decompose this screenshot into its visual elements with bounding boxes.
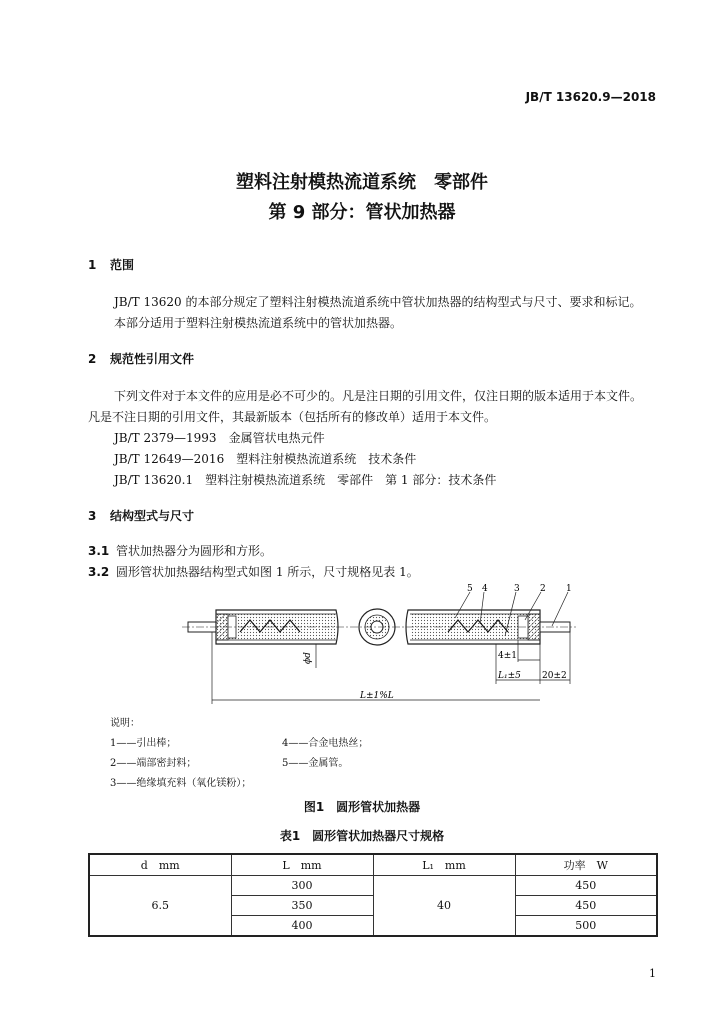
table-caption: 表1 圆形管状加热器尺寸规格: [279, 829, 445, 843]
dim-l1: L₁±5: [498, 671, 521, 681]
cell-power: 450: [515, 896, 657, 916]
clause-3-1: [88, 542, 272, 559]
table-header-row: [89, 854, 657, 876]
figure-caption: 图1 圆形管状加热器: [303, 800, 421, 814]
legend-item: 2——端部密封料；: [110, 758, 197, 769]
page-number: 1: [649, 967, 656, 980]
callout-5: 5: [467, 584, 473, 594]
tubular-heater-drawing: [180, 580, 580, 705]
scope-paragraph-2: 本部分适用于塑料注射模热流道系统中的管状加热器。: [114, 316, 403, 330]
cell-power: 450: [515, 876, 657, 896]
callout-4: 4: [482, 584, 488, 594]
clause-text: 圆形管状加热器结构型式如图 1 所示，尺寸规格见表 1。: [116, 565, 419, 579]
clause-3-2: [88, 563, 419, 580]
header-l1: L₁ mm: [373, 854, 515, 876]
dim-l: L±1%L: [360, 691, 394, 701]
references-paragraph-2: 凡是不注日期的引用文件，其最新版本（包括所有的修改单）适用于本文件。: [88, 410, 497, 424]
section-number: 3: [88, 509, 97, 523]
dim-20: 20±2: [542, 671, 567, 681]
title-line-1: 塑料注射模热流道系统 零部件: [236, 172, 488, 193]
cell-d: 6.5: [89, 876, 231, 937]
dim-4: 4±1: [498, 651, 517, 661]
section-title: 结构型式与尺寸: [110, 509, 195, 523]
callout-2: 2: [540, 584, 546, 594]
reference-item: JB/T 12649—2016 塑料注射模热流道系统 技术条件: [114, 452, 417, 466]
legend-item: 1——引出棒；: [110, 738, 177, 749]
table-row: [89, 876, 657, 896]
spec-table: [88, 853, 658, 937]
cell-power: 500: [515, 916, 657, 937]
header-power: 功率 W: [515, 854, 657, 876]
legend-item: 4——合金电热丝；: [282, 738, 369, 749]
clause-number: 3.2: [88, 565, 110, 579]
section-title: 规范性引用文件: [110, 352, 195, 366]
reference-item: JB/T 2379—1993 金属管状电热元件: [114, 431, 325, 445]
reference-item: JB/T 13620.1 塑料注射模热流道系统 零部件 第 1 部分：技术条件: [114, 473, 497, 487]
header-l: L mm: [231, 854, 373, 876]
cell-l: 350: [231, 896, 373, 916]
section-3-heading: [88, 507, 194, 524]
section-number: 1: [88, 258, 97, 272]
cell-l1: 40: [373, 876, 515, 937]
callout-1: 1: [566, 584, 572, 594]
clause-number: 3.1: [88, 544, 110, 558]
clause-text: 管状加热器分为圆形和方形。: [116, 544, 273, 558]
title-line-2: 第 9 部分：管状加热器: [268, 202, 456, 223]
cell-l: 400: [231, 916, 373, 937]
legend-item: 3——绝缘填充料（氧化镁粉）；: [110, 778, 252, 789]
legend-title: 说明：: [110, 718, 140, 729]
section-number: 2: [88, 352, 97, 366]
section-2-heading: [88, 350, 194, 367]
section-title: 范围: [110, 258, 135, 272]
diameter-label: ϕd: [303, 652, 313, 664]
standard-code: JB/T 13620.9—2018: [525, 90, 656, 104]
legend-item: 5——金属管。: [282, 758, 349, 769]
scope-paragraph-1: JB/T 13620 的本部分规定了塑料注射模热流道系统中管状加热器的结构型式与尺寸、要求和标记。: [114, 295, 642, 309]
cell-l: 300: [231, 876, 373, 896]
callout-3: 3: [514, 584, 520, 594]
references-paragraph-1: 下列文件对于本文件的应用是必不可少的。凡是注日期的引用文件，仅注日期的版本适用于本文件。: [114, 389, 643, 403]
section-1-heading: [88, 256, 134, 273]
header-d: d mm: [89, 854, 231, 876]
